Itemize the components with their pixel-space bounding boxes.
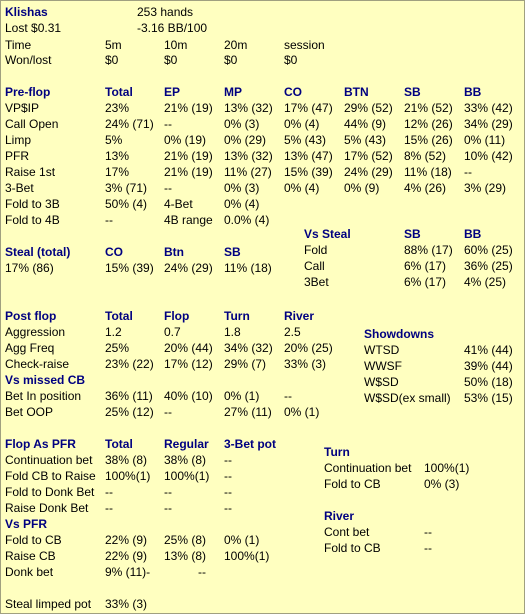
steal-co-value: 15% (39) (105, 261, 154, 275)
preflop-cell: 4-Bet (164, 197, 193, 211)
vs-steal-cell: 4% (25) (464, 275, 507, 289)
preflop-cell: 5% (105, 133, 123, 147)
flop-pfr-cell: -- (224, 485, 232, 499)
preflop-cell: 15% (39) (284, 165, 333, 179)
postflop-col-turn: Turn (224, 309, 250, 323)
preflop-cell: 0% (4) (284, 181, 320, 195)
showdowns-title: Showdowns (364, 327, 434, 341)
steal-limped-value: 33% (3) (105, 597, 148, 611)
flop-pfr-title: Flop As PFR (5, 437, 76, 451)
preflop-cell: 11% (18) (404, 165, 452, 179)
preflop-cell: 17% (47) (284, 101, 333, 115)
missed-cb-cell: -- (164, 405, 172, 419)
postflop-cell: 1.2 (105, 325, 122, 339)
vs-steal-cell: 6% (17) (404, 259, 447, 273)
preflop-cell: 3% (29) (464, 181, 507, 195)
vs-steal-col-bb: BB (464, 227, 482, 241)
flop-pfr-cell: -- (105, 485, 113, 499)
missed-cb-cell: 0% (1) (224, 389, 260, 403)
vs-pfr-row-label: Raise CB (5, 549, 56, 563)
preflop-cell: 24% (71) (105, 117, 154, 131)
time-col-10m: 10m (164, 38, 188, 52)
preflop-cell: 50% (4) (105, 197, 148, 211)
preflop-row-label: Limp (5, 133, 32, 147)
flop-pfr-cell: -- (224, 501, 232, 515)
flop-pfr-row-label: Fold to Donk Bet (5, 485, 95, 499)
preflop-cell: 0% (4) (224, 197, 260, 211)
postflop-cell: 0.7 (164, 325, 181, 339)
preflop-cell: 13% (32) (224, 149, 273, 163)
vs-steal-cell: 36% (25) (464, 259, 513, 273)
turn-fold-cb-value: 0% (3) (424, 477, 460, 491)
turn-cbet-label: Continuation bet (324, 461, 412, 475)
showdown-value: 41% (44) (464, 343, 513, 357)
lost-amount: Lost $0.31 (5, 21, 62, 35)
wonlost-20m: $0 (224, 53, 238, 67)
preflop-cell: 13% (105, 149, 130, 163)
vs-pfr-cell: 0% (1) (224, 533, 260, 547)
time-label: Time (5, 38, 32, 52)
flop-pfr-cell: 38% (8) (164, 453, 207, 467)
river-cbet-label: Cont bet (324, 525, 370, 539)
preflop-cell: 21% (19) (164, 149, 213, 163)
preflop-row-label: 3-Bet (5, 181, 34, 195)
postflop-cell: 25% (105, 341, 130, 355)
steal-col-sb: SB (224, 245, 241, 259)
preflop-cell: 4% (26) (404, 181, 447, 195)
time-col-20m: 20m (224, 38, 248, 52)
river-title: River (324, 509, 355, 523)
missed-cb-row-label: Bet OOP (5, 405, 54, 419)
steal-limped-label: Steal limped pot (5, 597, 92, 611)
preflop-cell: 0% (19) (164, 133, 207, 147)
preflop-cell: 12% (26) (404, 117, 453, 131)
showdown-label: WWSF (364, 359, 402, 373)
preflop-row-label: Call Open (5, 117, 59, 131)
postflop-cell: 2.5 (284, 325, 301, 339)
preflop-cell: 13% (32) (224, 101, 273, 115)
wonlost-label: Won/lost (5, 53, 52, 67)
preflop-cell: 21% (52) (404, 101, 453, 115)
vs-steal-col-sb: SB (404, 227, 421, 241)
vs-steal-row-label: Call (304, 259, 325, 273)
missed-cb-cell: 0% (1) (284, 405, 320, 419)
steal-col-co: CO (105, 245, 123, 259)
preflop-cell: 17% (105, 165, 130, 179)
vs-steal-row-label: Fold (304, 243, 328, 257)
time-col-session: session (284, 38, 325, 52)
preflop-title: Pre-flop (5, 85, 51, 99)
missed-cb-cell: 27% (11) (224, 405, 272, 419)
flop-pfr-row-label: Fold CB to Raise (5, 469, 96, 483)
preflop-cell: -- (105, 213, 113, 227)
preflop-col-mp: MP (224, 85, 242, 99)
river-fold-cb-value: -- (424, 541, 432, 555)
preflop-row-label: VP$IP (5, 101, 40, 115)
donk-bet-label: Donk bet (5, 565, 54, 579)
postflop-row-label: Check-raise (5, 357, 70, 371)
preflop-cell: -- (464, 165, 472, 179)
postflop-col-river: River (284, 309, 315, 323)
preflop-cell: 21% (19) (164, 101, 213, 115)
showdown-label: WTSD (364, 343, 400, 357)
postflop-cell: 34% (32) (224, 341, 273, 355)
preflop-cell: 24% (29) (344, 165, 393, 179)
preflop-cell: -- (164, 181, 172, 195)
showdown-label: W$SD(ex small) (364, 391, 451, 405)
missed-cb-cell: 25% (12) (105, 405, 154, 419)
preflop-cell: 4B range (164, 213, 213, 227)
missed-cb-cell: 36% (11) (105, 389, 153, 403)
vs-pfr-cell: 100%(1) (224, 549, 270, 563)
turn-title: Turn (324, 445, 350, 459)
postflop-cell: 1.8 (224, 325, 241, 339)
postflop-title: Post flop (5, 309, 57, 323)
flop-pfr-col-3bet: 3-Bet pot (224, 437, 276, 451)
preflop-cell: 0% (11) (464, 133, 506, 147)
preflop-cell: 0% (3) (224, 181, 260, 195)
preflop-cell: 21% (19) (164, 165, 213, 179)
preflop-cell: 17% (52) (344, 149, 393, 163)
postflop-row-label: Aggression (5, 325, 66, 339)
flop-pfr-cell: -- (224, 453, 232, 467)
postflop-cell: 29% (7) (224, 357, 267, 371)
preflop-cell: 10% (42) (464, 149, 513, 163)
showdown-label: W$SD (364, 375, 399, 389)
preflop-cell: -- (164, 117, 172, 131)
preflop-cell: 44% (9) (344, 117, 387, 131)
preflop-cell: 0.0% (4) (224, 213, 270, 227)
vs-steal-title: Vs Steal (304, 227, 351, 241)
preflop-cell: 15% (26) (404, 133, 453, 147)
preflop-cell: 8% (52) (404, 149, 447, 163)
preflop-col-bb: BB (464, 85, 482, 99)
preflop-col-total: Total (105, 85, 133, 99)
vs-pfr-title: Vs PFR (5, 517, 48, 531)
missed-cb-cell: 40% (10) (164, 389, 213, 403)
vs-steal-cell: 60% (25) (464, 243, 513, 257)
preflop-col-ep: EP (164, 85, 181, 99)
preflop-cell: 0% (9) (344, 181, 380, 195)
preflop-cell: 0% (4) (284, 117, 320, 131)
turn-fold-cb-label: Fold to CB (324, 477, 381, 491)
preflop-row-label: Fold to 3B (5, 197, 60, 211)
postflop-row-label: Agg Freq (5, 341, 55, 355)
preflop-cell: 33% (42) (464, 101, 513, 115)
flop-pfr-cell: -- (105, 501, 113, 515)
vs-pfr-cell: 22% (9) (105, 533, 148, 547)
missed-cb-row-label: Bet In position (5, 389, 82, 403)
postflop-cell: 17% (12) (164, 357, 213, 371)
missed-cb-cell: -- (284, 389, 292, 403)
steal-sb-value: 11% (18) (224, 261, 272, 275)
preflop-cell: 3% (71) (105, 181, 148, 195)
river-fold-cb-label: Fold to CB (324, 541, 381, 555)
flop-pfr-col-regular: Regular (164, 437, 209, 451)
flop-pfr-cell: -- (164, 501, 172, 515)
preflop-cell: 34% (29) (464, 117, 513, 131)
preflop-cell: 5% (43) (344, 133, 387, 147)
flop-pfr-cell: -- (224, 469, 232, 483)
preflop-col-btn: BTN (344, 85, 369, 99)
hands-count: 253 hands (137, 5, 194, 19)
postflop-cell: 20% (44) (164, 341, 213, 355)
preflop-cell: 0% (29) (224, 133, 267, 147)
preflop-cell: 29% (52) (344, 101, 393, 115)
donk-bet-regular: -- (198, 565, 206, 579)
preflop-row-label: Raise 1st (5, 165, 56, 179)
steal-total-value: 17% (86) (5, 261, 54, 275)
postflop-cell: 20% (25) (284, 341, 333, 355)
postflop-cell: 23% (22) (105, 357, 154, 371)
vs-pfr-cell: 22% (9) (105, 549, 148, 563)
preflop-cell: 0% (3) (224, 117, 260, 131)
flop-pfr-row-label: Raise Donk Bet (5, 501, 89, 515)
vs-steal-row-label: 3Bet (304, 275, 329, 289)
steal-btn-value: 24% (29) (164, 261, 213, 275)
flop-pfr-cell: 100%(1) (164, 469, 210, 483)
postflop-col-flop: Flop (164, 309, 190, 323)
preflop-col-co: CO (284, 85, 302, 99)
preflop-cell: 5% (43) (284, 133, 327, 147)
donk-bet-total: 9% (11)- (105, 565, 151, 579)
river-cbet-value: -- (424, 525, 432, 539)
vs-pfr-cell: 25% (8) (164, 533, 207, 547)
flop-pfr-col-total: Total (105, 437, 133, 451)
preflop-col-sb: SB (404, 85, 421, 99)
postflop-cell: 33% (3) (284, 357, 327, 371)
showdown-value: 53% (15) (464, 391, 513, 405)
flop-pfr-cell: 38% (8) (105, 453, 148, 467)
vs-pfr-row-label: Fold to CB (5, 533, 62, 547)
preflop-cell: 11% (27) (224, 165, 272, 179)
flop-pfr-row-label: Continuation bet (5, 453, 93, 467)
turn-cbet-value: 100%(1) (424, 461, 470, 475)
showdown-value: 50% (18) (464, 375, 513, 389)
postflop-col-total: Total (105, 309, 133, 323)
steal-col-btn: Btn (164, 245, 184, 259)
wonlost-10m: $0 (164, 53, 178, 67)
time-col-5m: 5m (105, 38, 122, 52)
steal-title: Steal (total) (5, 245, 71, 259)
flop-pfr-cell: 100%(1) (105, 469, 151, 483)
preflop-cell: 23% (105, 101, 130, 115)
player-name: Klishas (5, 5, 48, 19)
preflop-row-label: PFR (5, 149, 29, 163)
preflop-cell: 13% (47) (284, 149, 333, 163)
vs-steal-cell: 6% (17) (404, 275, 447, 289)
showdown-value: 39% (44) (464, 359, 513, 373)
preflop-row-label: Fold to 4B (5, 213, 60, 227)
vs-steal-cell: 88% (17) (404, 243, 453, 257)
vs-pfr-cell: 13% (8) (164, 549, 207, 563)
wonlost-5m: $0 (105, 53, 119, 67)
missed-cb-title: Vs missed CB (5, 373, 86, 387)
wonlost-session: $0 (284, 53, 298, 67)
bb-per-100: -3.16 BB/100 (137, 21, 208, 35)
flop-pfr-cell: -- (164, 485, 172, 499)
